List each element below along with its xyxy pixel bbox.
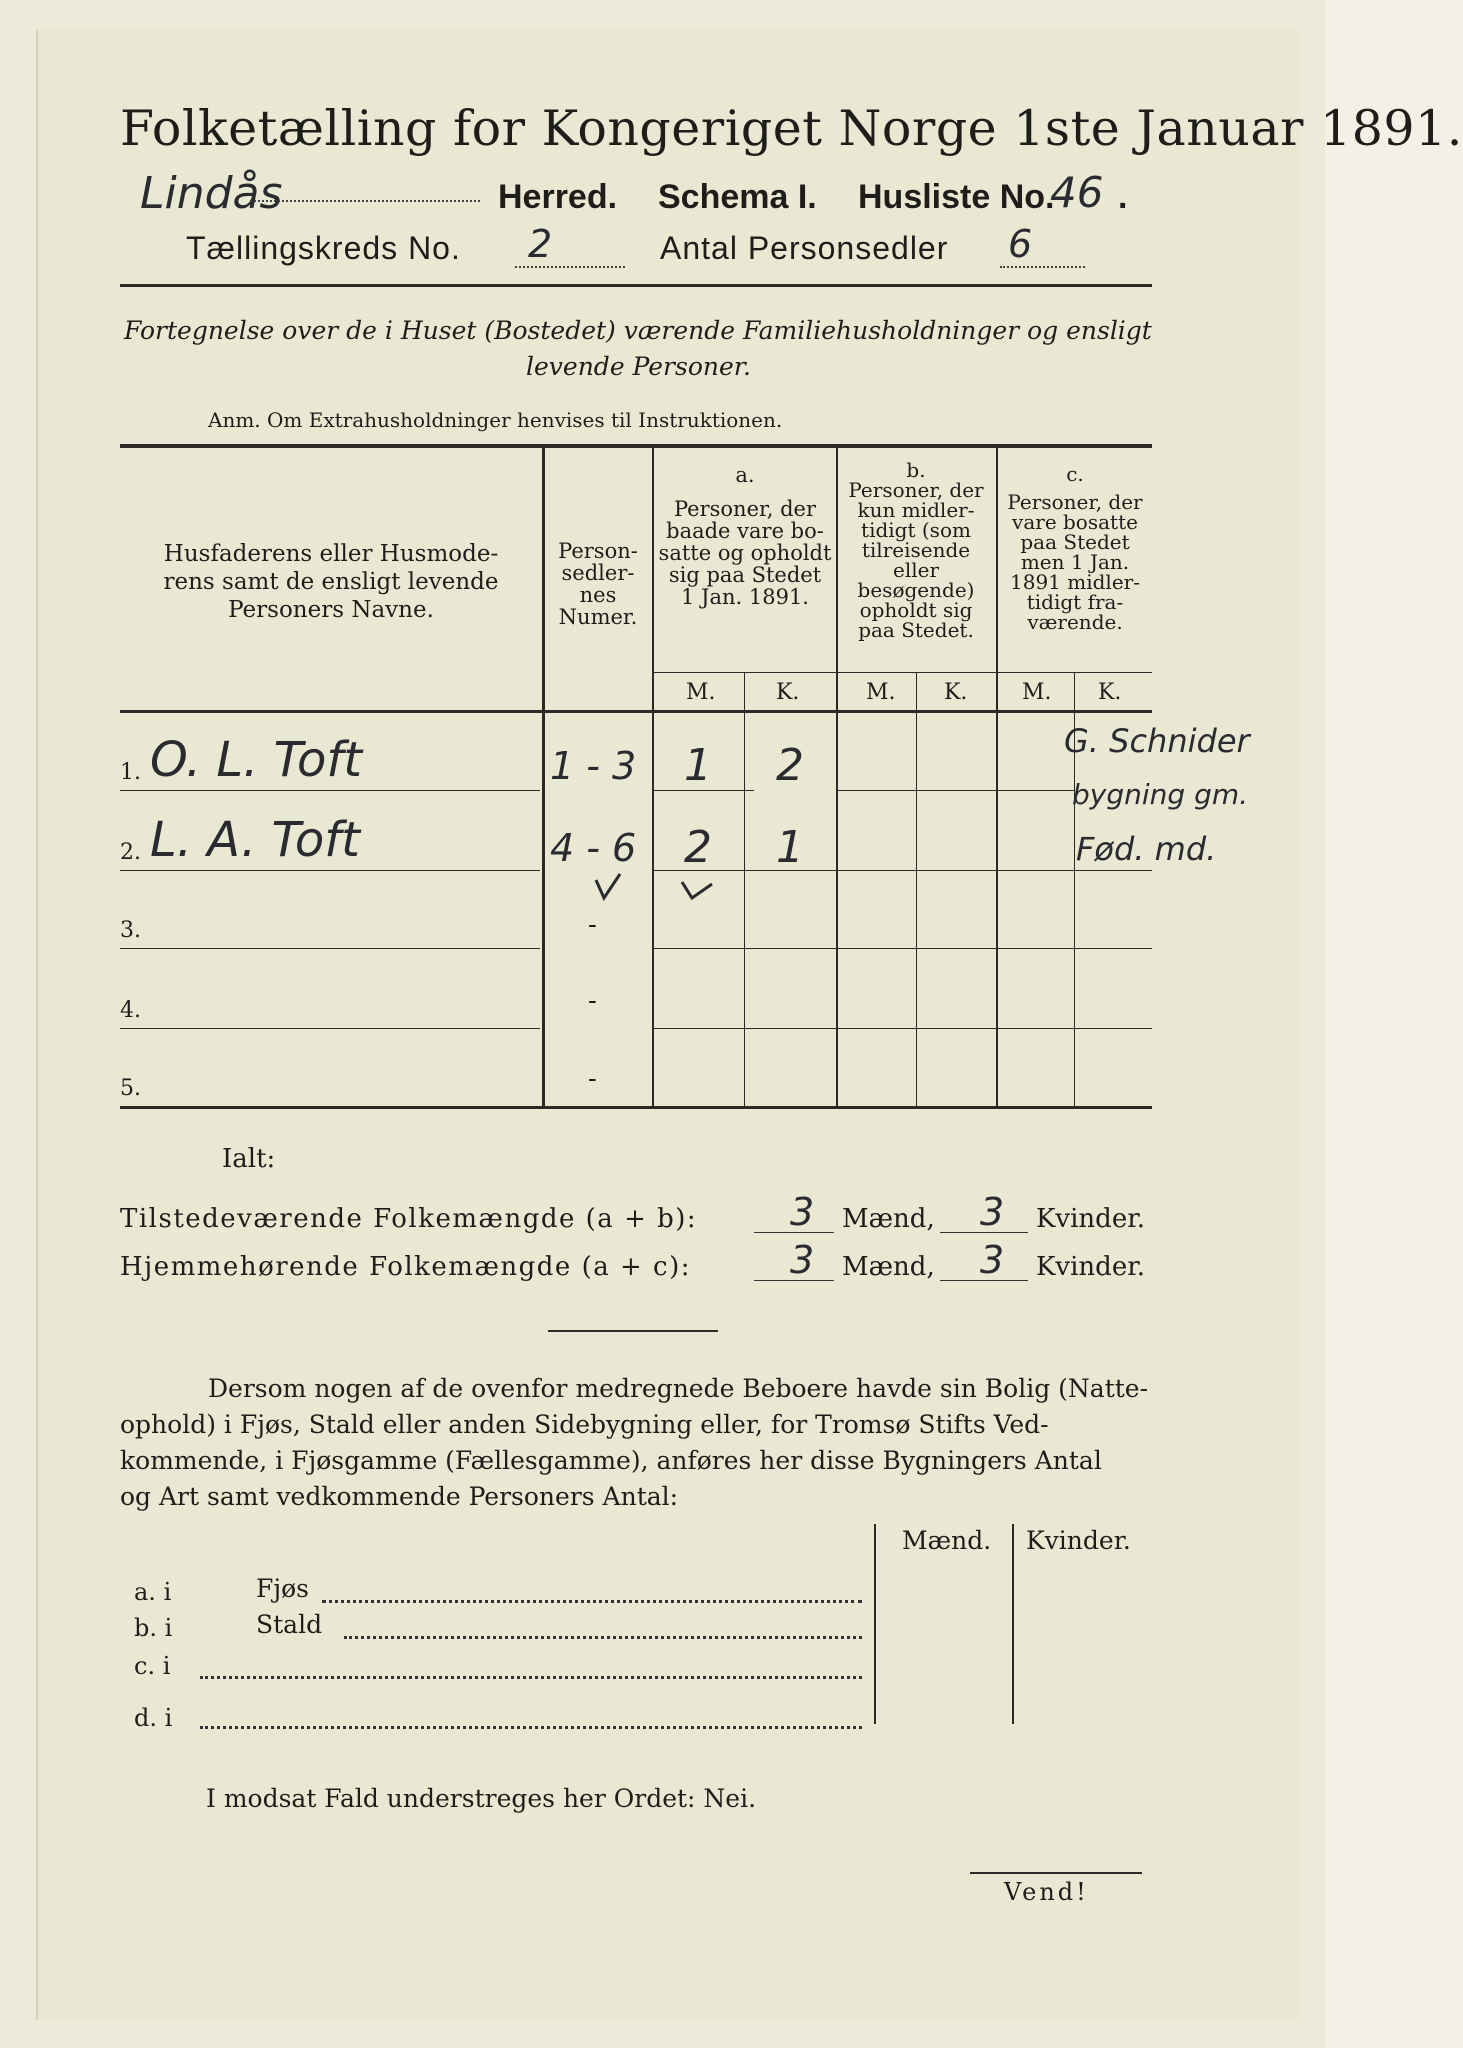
mk-rule [654,672,1152,673]
personsedler-number: 6 [1008,222,1033,266]
row-1-a-k: 2 [776,740,804,791]
row-line-4b [654,1028,1152,1029]
col-c-k: K. [1098,680,1122,705]
row-name-1: O. L. Toft [150,732,363,788]
row-number-4: 4. [120,998,141,1023]
total-present-women: 3 [980,1190,1005,1234]
col-c-line-3: paa Stedet [1020,530,1130,554]
col-c-letter: c. [1066,462,1084,486]
lower-paragraph-1: Dersom nogen af de ovenfor medregnede Beboere havde sin Bolig (Natte- [208,1374,1149,1403]
vline-name [542,448,545,1108]
schema-label: Schema I. [658,178,817,216]
total-resident-women: 3 [980,1238,1005,1282]
row-num-3: - [588,910,597,940]
col-b-line-8: paa Stedet. [858,618,974,642]
col-a-k: K. [776,680,800,705]
kreds-number: 2 [528,222,553,266]
row-num-4: - [588,986,597,1016]
row-number-1: 1. [120,760,141,785]
col-header-c [998,464,1152,632]
total-present-women-line [940,1232,1028,1233]
row-number-3: 3. [120,918,141,943]
col-b-line-3: tidigt (som [861,518,971,542]
anm-note: Anm. Om Extrahusholdninger henvises til Instruktionen. [208,408,783,432]
col-b-m: M. [866,680,896,705]
margin-note-1: G. Schnider [1064,722,1250,760]
lower-item-d-dots [200,1726,862,1729]
total-present-kvinder: Kvinder. [1036,1204,1146,1234]
row-2-a-m: 2 [684,822,712,873]
intro-line-1: Fortegnelse over de i Huset (Bostedet) værende Familiehusholdninger og ensligt [124,316,1152,345]
col-num-line-1: Person- [558,539,638,563]
col-header-num [546,540,650,628]
col-c-line-7: værende. [1027,610,1123,634]
herred-label: Herred. [498,178,618,216]
intro-line-2: levende Personer. [526,352,751,381]
row-line-4 [120,1028,540,1029]
total-resident-kvinder: Kvinder. [1036,1252,1146,1282]
col-a-line-1: Personer, der [673,497,817,521]
col-header-a [656,464,834,608]
husliste-number: 46 [1050,168,1104,217]
col-c-line-5: 1891 midler- [1010,570,1140,594]
row-line-2 [120,870,540,871]
form-title: Folketælling for Kongeriget Norge 1ste Januar 1891. [120,100,1463,157]
row-number-2: 2. [120,840,141,865]
col-num-line-4: Numer. [558,605,638,629]
total-resident-maend: Mænd, [842,1252,935,1282]
row-line-3 [120,948,540,949]
lower-vline-1 [874,1524,876,1724]
herred-dotline [250,200,480,202]
col-name-line-1: Husfaderens eller Husmode- [163,541,499,567]
vend-rule [970,1872,1142,1874]
col-a-letter: a. [735,463,755,487]
total-present-men: 3 [790,1190,815,1234]
col-name-line-3: Personers Navne. [228,597,434,623]
row-num-2: 4 - 6 [550,826,637,870]
col-a-line-2: baade vare bo- [666,519,824,543]
vline-b-mk [916,672,917,1108]
check-mark-icon [682,882,712,898]
total-resident-label: Hjemmehørende Folkemængde (a + c): [120,1252,691,1282]
husliste-dot: . [1118,178,1128,216]
col-c-line-6: tidigt fra- [1026,590,1124,614]
total-present-men-line [754,1232,834,1233]
vend-label: Vend! [1004,1878,1089,1906]
col-b-line-6: besøgende) [857,578,975,602]
lower-col-kvinder: Kvinder. [1026,1526,1131,1555]
vline-num [652,448,654,1108]
lower-item-d-letter: d. i [134,1704,173,1732]
kreds-dotline [515,266,625,268]
personsedler-label: Antal Personsedler [660,230,949,266]
col-header-name [128,540,534,624]
ialt-label: Ialt: [222,1144,276,1174]
lower-item-b-text: Stald [256,1610,323,1639]
margin-note-3: Fød. md. [1076,830,1217,868]
row-2-a-k: 1 [776,822,804,873]
lower-item-b-letter: b. i [134,1614,173,1642]
total-resident-men-line [754,1280,834,1281]
col-c-m: M. [1022,680,1052,705]
col-b-letter: b. [906,458,926,482]
kreds-label: Tællingskreds No. [186,230,461,266]
lower-vline-2 [1012,1524,1014,1724]
col-a-m: M. [686,680,716,705]
col-num-line-3: nes [579,583,617,607]
col-b-line-5: eller [892,558,940,582]
lower-paragraph-4: og Art samt vedkommende Personers Antal: [120,1482,679,1511]
check-mark-icon [596,874,620,898]
total-resident-women-line [940,1280,1028,1281]
col-b-line-4: tilreisende [861,538,971,562]
col-c-line-2: vare bosatte [1012,510,1138,534]
total-resident-men: 3 [790,1238,815,1282]
row-number-5: 5. [120,1076,141,1101]
row-1-a-m: 1 [684,740,712,791]
total-present-maend: Mænd, [842,1204,935,1234]
col-a-line-3: satte og opholdt [658,541,832,565]
herred-name: Lindås [140,168,283,219]
lower-item-a-dots [322,1600,862,1603]
total-present-label: Tilstedeværende Folkemængde (a + b): [120,1204,698,1234]
lower-col-maend: Mænd. [902,1526,992,1555]
row-line-1c [998,790,1074,791]
col-c-line-4: men 1 Jan. [1020,550,1130,574]
section-divider [548,1330,718,1332]
lower-item-a-text: Fjøs [256,1574,309,1603]
col-a-line-5: 1 Jan. 1891. [681,585,809,609]
row-line-1 [120,790,540,791]
lower-item-c-letter: c. i [134,1652,171,1680]
lower-paragraph-3: kommende, i Fjøsgamme (Fællesgamme), anføres her disse Bygningers Antal [120,1446,1102,1475]
col-a-line-4: sig paa Stedet [668,563,822,587]
personsedler-dotline [1000,266,1085,268]
row-num-5: - [588,1064,597,1094]
header-rule [120,284,1152,287]
col-c-line-1: Personer, der [1007,490,1143,514]
margin-note-2: bygning gm. [1072,778,1249,811]
row-name-2: L. A. Toft [150,812,360,868]
col-header-b [838,460,994,640]
col-b-line-2: kun midler- [857,498,975,522]
col-b-k: K. [944,680,968,705]
col-num-line-2: sedler- [561,561,635,585]
row-line-1b [836,790,996,791]
lower-item-c-dots [200,1676,862,1679]
col-b-line-7: opholdt sig [859,598,973,622]
check-marks [590,870,830,910]
col-b-line-1: Personer, der [848,478,984,502]
col-name-line-2: rens samt de ensligt levende [163,569,499,595]
row-line-3b [654,948,1152,949]
lower-paragraph-2: ophold) i Fjøs, Stald eller anden Sidebygning eller, for Tromsø Stifts Ved- [120,1410,1049,1439]
row-num-1: 1 - 3 [550,744,637,788]
lower-item-b-dots [344,1636,862,1639]
nei-note: I modsat Fald understreges her Ordet: Nei. [206,1784,757,1813]
lower-item-a-letter: a. i [134,1578,172,1606]
husliste-label: Husliste No. [858,178,1055,216]
